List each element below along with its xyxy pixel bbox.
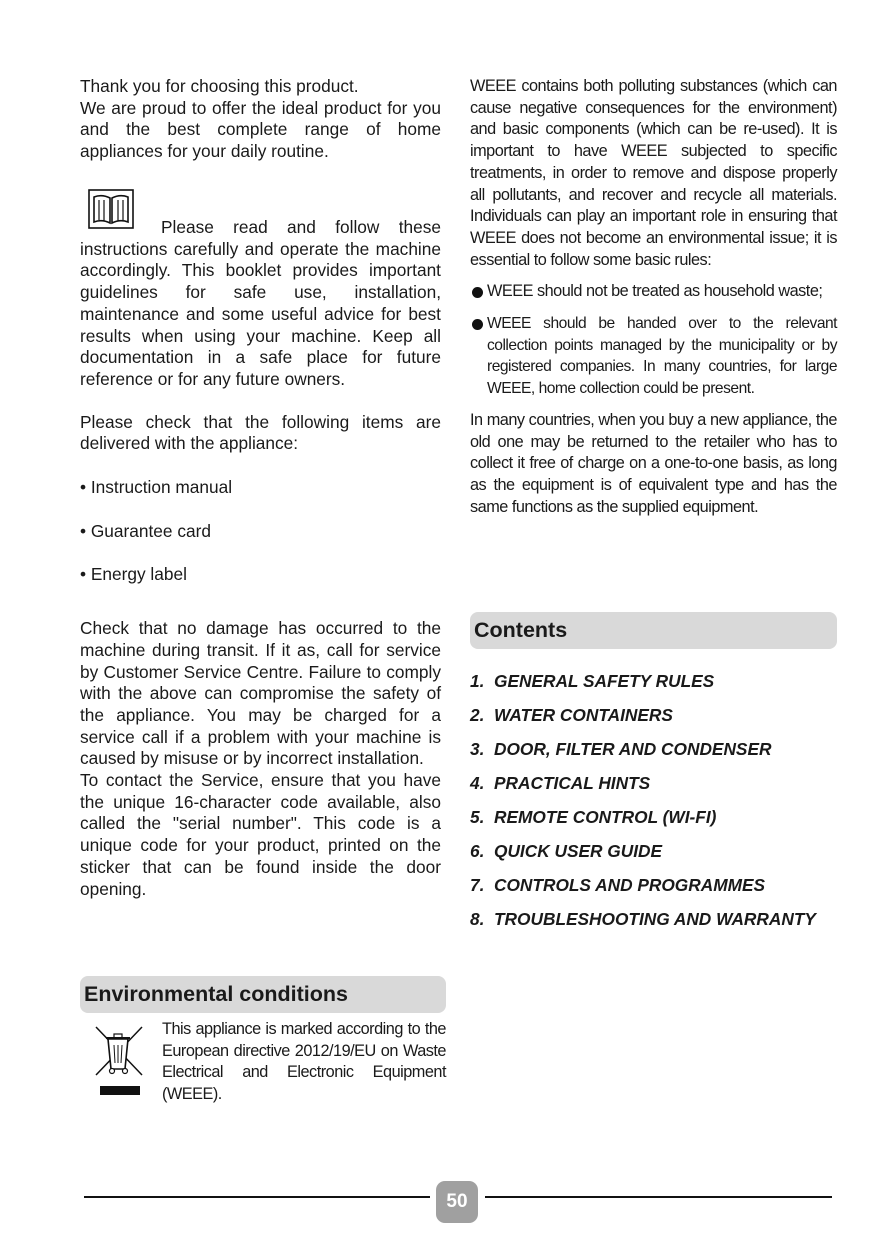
contents-list — [470, 670, 850, 942]
new-appliance-paragraph: In many countries, when you buy a new appliance, the old one may be returned to the retailer who has to collect it free of charge on a one-to-one basis, as long as the equipment is of equivalent type and has the same functions as the supplied equipment. — [470, 410, 837, 516]
toc-item-quick-user-guide[interactable]: 6. QUICK USER GUIDE — [470, 841, 663, 861]
list-item — [470, 313, 837, 400]
damage-check-paragraph: Check that no damage has occurred to the machine during transit. If it as, call for service by Customer Service Centre. Failure to comply with the above can compromise the safety of the appliance. You may be charged for a service call if a problem with your machine is caused by misuse or by incorrect installation. — [80, 618, 441, 769]
toc-item-water-containers[interactable]: 2. WATER CONTAINERS — [470, 705, 673, 725]
toc-item-troubleshooting-warranty[interactable]: 8. TROUBLESHOOTING AND WARRANTY — [470, 909, 816, 929]
instructions-notice: Please read and follow these instructions carefully and operate the machine accordingly. This booklet provides important guidelines for safe use, installation, maintenance and some useful advice for best results when using your machine. Keep all documentation in a safe place for future reference or for any future owners. — [80, 217, 441, 389]
list-item-label: Guarantee card — [90, 520, 211, 541]
service-contact-paragraph: To contact the Service, ensure that you have the unique 16-character code available, also called the "serial number". This code is a unique code for your product, printed on the sticker that can be found inside the door opening. — [80, 770, 441, 899]
toc-item-controls-programmes[interactable]: 7. CONTROLS AND PROGRAMMES — [470, 875, 766, 895]
weee-rule-collection: WEEE should be handed over to the relevant collection points managed by the municipality or by registered companies. In many countries, for large WEEE, home collection could be present. — [487, 315, 837, 398]
weee-rule-household: WEEE should not be treated as household waste; — [487, 282, 823, 301]
list-item — [470, 281, 837, 303]
weee-marking-text: This appliance is marked according to the European directive 2012/19/EU on Waste Electrical and Electronic Equipment (WEEE). — [162, 1020, 446, 1104]
delivered-items-list — [80, 477, 441, 586]
crossed-bin-icon — [92, 1025, 144, 1097]
contents-heading: Contents — [470, 612, 837, 649]
list-item: • Instruction manual — [80, 477, 233, 498]
bullet-dot-icon — [472, 319, 483, 330]
list-item: • Energy label — [80, 564, 187, 585]
footer-rule-right — [485, 1196, 832, 1198]
toc-item-door-filter-condenser[interactable]: 3. DOOR, FILTER AND CONDENSER — [470, 739, 772, 759]
environmental-conditions-heading: Environmental conditions — [80, 976, 446, 1013]
intro-proud: We are proud to offer the ideal product for you and the best complete range of home appliances for your daily routine. — [80, 97, 441, 162]
toc-item-remote-control[interactable]: 5. REMOTE CONTROL (WI-FI) — [470, 807, 717, 827]
page-number: 50 — [436, 1181, 478, 1223]
check-items-intro: Please check that the following items are delivered with the appliance: — [80, 411, 441, 454]
toc-item-general-safety-rules[interactable]: 1. GENERAL SAFETY RULES — [470, 671, 715, 691]
footer-rule-left — [84, 1196, 430, 1198]
intro — [80, 76, 441, 184]
bullet-dot-icon — [472, 287, 483, 298]
intro-thanks: Thank you for choosing this product. — [80, 76, 359, 96]
list-item-label: Energy label — [90, 564, 187, 585]
left-column — [80, 76, 441, 900]
list-item: • Guarantee card — [80, 520, 211, 541]
weee-paragraph: WEEE contains both polluting substances (which can cause negative consequences for the environment) and basic components (which can be re-used). It is important to have WEEE subjected to specific treatments, in order to remove and dispose properly all pollutants, and recover and recycle all materials. Individuals can play an important role in ensuring that WEEE does not become an environmental issue; it is essential to follow some basic rules: — [470, 77, 837, 269]
list-item-label: Instruction manual — [90, 477, 233, 498]
toc-item-practical-hints[interactable]: 4. PRACTICAL HINTS — [470, 773, 651, 793]
book-icon — [88, 189, 134, 229]
right-column — [470, 76, 837, 518]
